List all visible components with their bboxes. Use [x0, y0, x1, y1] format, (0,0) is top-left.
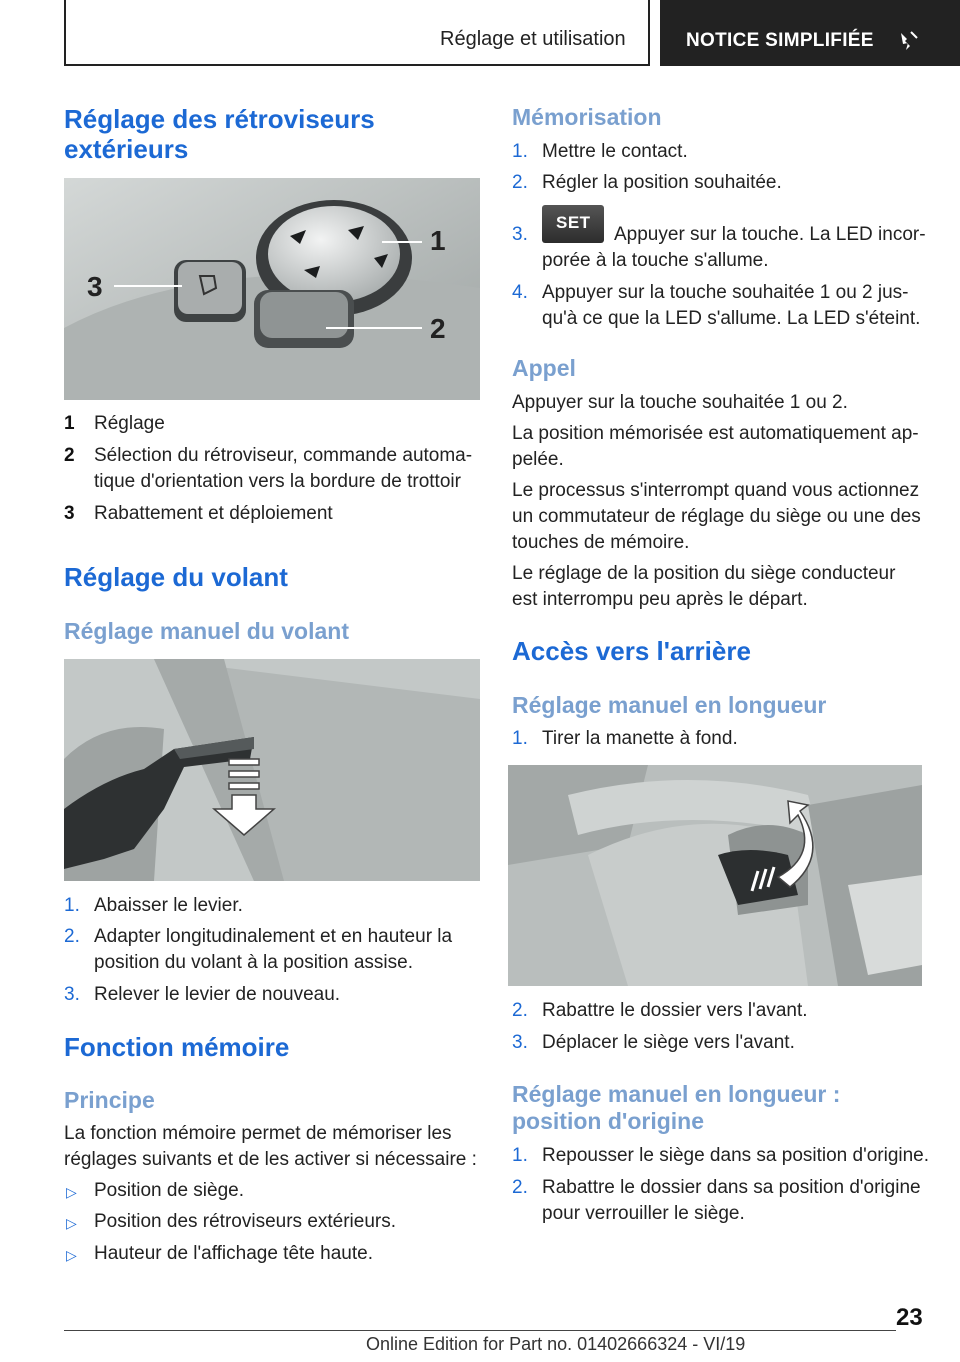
quick-guide-icon — [897, 30, 919, 52]
mirror-item-number: 3 — [64, 503, 75, 524]
mem-step-number: 2. — [512, 172, 528, 193]
mem-step-text: Appuyer sur la touche. La LED incor- — [614, 224, 926, 245]
bullet-triangle-icon: ▷ — [66, 1247, 77, 1263]
seat-lever-illustration — [508, 765, 922, 986]
steering-step-text: Adapter longitudinalement et en hauteur la position du volant à la position assise. — [94, 926, 453, 973]
rear-access-title: Accès vers l'arrière — [512, 636, 751, 666]
length-adjust-title: Réglage manuel en longueur — [512, 692, 827, 718]
origin-title: Réglage manuel en longueur : position d'origine — [512, 1081, 841, 1134]
steering-subtitle: Réglage manuel du volant — [64, 618, 349, 644]
length-step-text: Rabattre le dossier vers l'avant. — [542, 1000, 808, 1021]
appel-paragraph: Appuyer sur la touche souhaitée 1 ou 2. — [512, 392, 848, 413]
mem-step-number: 4. — [512, 282, 528, 303]
mem-step-text: Mettre le contact. — [542, 141, 688, 162]
header-badge-label: NOTICE SIMPLIFIÉE — [686, 30, 874, 51]
steering-step-number: 2. — [64, 926, 80, 947]
steering-step-number: 3. — [64, 984, 80, 1005]
mem-step-text: Appuyer sur la touche souhaitée 1 ou 2 jus- qu'à ce que la LED s'allume. La LED s'éteint. — [542, 282, 921, 329]
appel-paragraph: Le réglage de la position du siège conducteur est interrompu peu après le départ. — [512, 563, 896, 610]
mem-step-number: 1. — [512, 141, 528, 162]
callout-1: 1 — [430, 225, 446, 256]
principle-text: La fonction mémoire permet de mémoriser les réglages suivants et de les activer si nécessaire : — [64, 1123, 477, 1170]
callout-3: 3 — [87, 271, 103, 302]
memorisation-title: Mémorisation — [512, 104, 662, 130]
principle-title: Principe — [64, 1087, 155, 1113]
length-step-number: 2. — [512, 1000, 528, 1021]
mirror-item-text: Réglage — [94, 413, 165, 434]
mem-step-number: 3. — [512, 224, 528, 245]
mirror-item-number: 2 — [64, 445, 75, 466]
callout-2: 2 — [430, 313, 446, 344]
appel-paragraph: Le processus s'interrompt quand vous actionnez un commutateur de réglage du siège ou une des touches de mémoire. — [512, 480, 921, 553]
set-key-icon: SET — [542, 205, 604, 243]
steering-step-text: Relever le levier de nouveau. — [94, 984, 341, 1005]
mirror-item-text: Rabattement et déploiement — [94, 503, 333, 524]
principle-bullet: Position des rétroviseurs extérieurs. — [94, 1211, 397, 1232]
memory-title: Fonction mémoire — [64, 1032, 290, 1062]
origin-step-number: 1. — [512, 1145, 528, 1166]
footer-divider — [64, 1330, 862, 1331]
steering-step-text: Abaisser le levier. — [94, 895, 243, 916]
mem-step-text: porée à la touche s'allume. — [542, 250, 769, 271]
appel-paragraph: La position mémorisée est automatiquement ap- pelée. — [512, 423, 919, 470]
length-step-number: 3. — [512, 1032, 528, 1053]
footer-edition: Online Edition for Part no. 01402666324 - VI/19 — [366, 1334, 746, 1354]
length-step-number: 1. — [512, 728, 528, 749]
steering-step-number: 1. — [64, 895, 80, 916]
page-number: 23 — [896, 1304, 923, 1331]
footer-divider — [862, 1330, 896, 1331]
bullet-triangle-icon: ▷ — [66, 1184, 77, 1200]
origin-step-number: 2. — [512, 1177, 528, 1198]
appel-title: Appel — [512, 355, 576, 381]
mirror-item-number: 1 — [64, 413, 75, 434]
header-section-title: Réglage et utilisation — [440, 28, 626, 50]
mem-step-text: Régler la position souhaitée. — [542, 172, 782, 193]
steering-lever-illustration — [64, 659, 480, 881]
steering-title: Réglage du volant — [64, 562, 288, 592]
origin-step-text: Rabattre le dossier dans sa position d'origine pour verrouiller le siège. — [542, 1177, 921, 1224]
origin-step-text: Repousser le siège dans sa position d'origine. — [542, 1145, 930, 1166]
length-step-text: Tirer la manette à fond. — [542, 728, 738, 749]
mirror-item-text: Sélection du rétroviseur, commande automa- tique d'orientation vers la bordure de trottoir — [94, 445, 473, 492]
bullet-triangle-icon: ▷ — [66, 1215, 77, 1231]
mirror-control-illustration — [64, 178, 480, 400]
principle-bullet: Position de siège. — [94, 1180, 244, 1201]
length-step-text: Déplacer le siège vers l'avant. — [542, 1032, 795, 1053]
mirrors-title: Réglage des rétroviseurs extérieurs — [64, 104, 375, 164]
principle-bullet: Hauteur de l'affichage tête haute. — [94, 1243, 373, 1264]
